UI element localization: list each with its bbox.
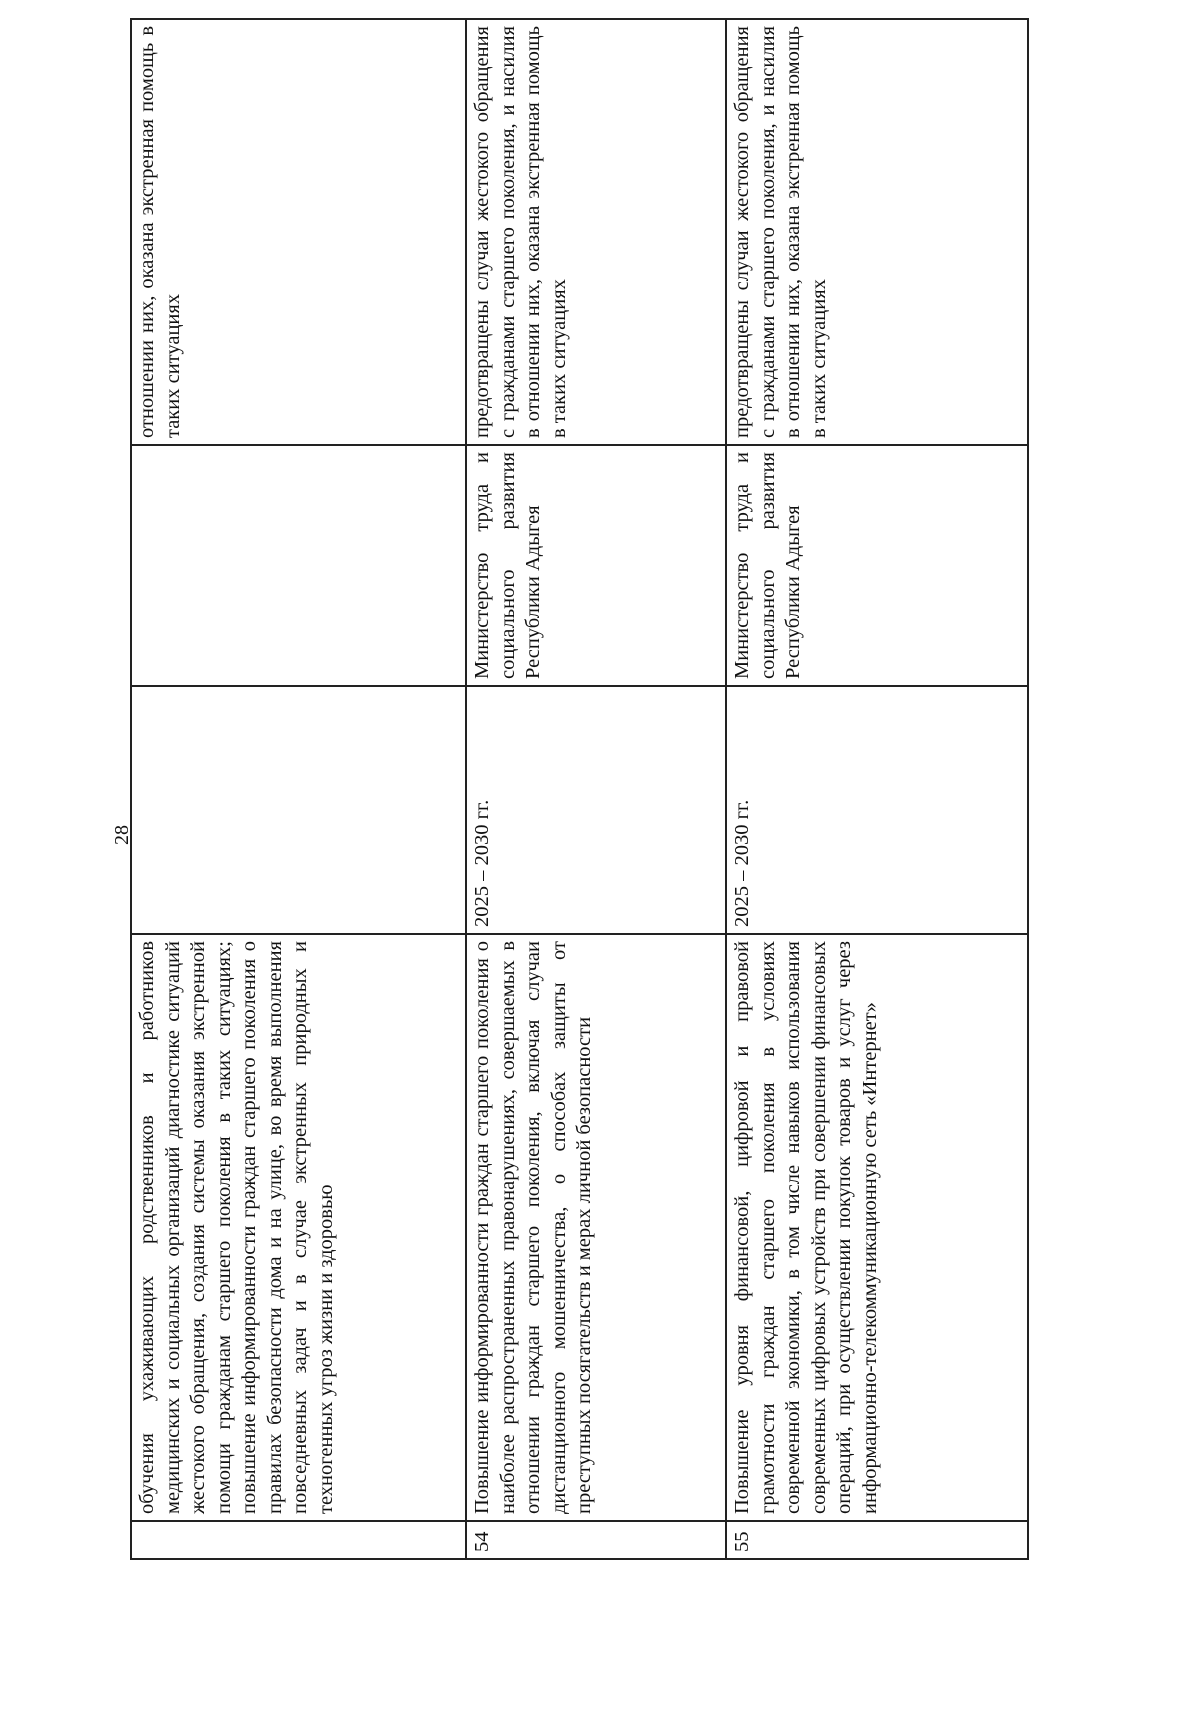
page-number: 28	[111, 825, 133, 845]
measure-description: Повышение уровня финансовой, цифровой и правовой грамотности граждан старшего поколения в условиях современной экономики, в том числе навыков использования современных цифровых устройств при совершении финансовых операций, при осуществлении покупок товаров и услуг через информационно-телекоммуникационную сеть «Интернет»	[726, 934, 1028, 1521]
table-row	[726, 19, 1028, 1559]
table-row	[466, 19, 726, 1559]
rotated-document	[130, 20, 1027, 1560]
measures-table	[130, 18, 1029, 1560]
expected-result: отношении них, оказана экстренная помощь в таких ситуациях	[131, 19, 466, 445]
row-number: 55	[726, 1521, 1028, 1559]
table-row	[131, 19, 466, 1559]
executor-cell: Министерство труда и социального развития Республики Адыгея	[726, 445, 1028, 686]
period-cell: 2025 – 2030 гг.	[466, 686, 726, 934]
measure-description: обучения ухаживающих родственников и работников медицинских и социальных организаций диагностике ситуаций жестокого обращения, создания системы оказания экстренной помощи гражданам старшего поколения в таких ситуациях; повышение информированности граждан старшего поколения о правилах безопасности дома и на улице, во время выполнения повседневных задач и в случае экстренных природных и техногенных угроз жизни и здоровью	[131, 934, 466, 1521]
period-cell	[131, 686, 466, 934]
expected-result: предотвращены случаи жестокого обращения с гражданами старшего поколения, и насилия в отношении них, оказана экстренная помощь в таких ситуациях	[726, 19, 1028, 445]
period-cell: 2025 – 2030 гг.	[726, 686, 1028, 934]
measure-description: Повышение информированности граждан старшего поколения о наиболее распространенных правонарушениях, совершаемых в отношении граждан старшего поколения, включая случаи дистанционного мошенничества, о способах защиты от преступных посягательств и мерах личной безопасности	[466, 934, 726, 1521]
executor-cell: Министерство труда и социального развития Республики Адыгея	[466, 445, 726, 686]
expected-result: предотвращены случаи жестокого обращения с гражданами старшего поколения, и насилия в отношении них, оказана экстренная помощь в таких ситуациях	[466, 19, 726, 445]
row-number	[131, 1521, 466, 1559]
row-number: 54	[466, 1521, 726, 1559]
executor-cell	[131, 445, 466, 686]
